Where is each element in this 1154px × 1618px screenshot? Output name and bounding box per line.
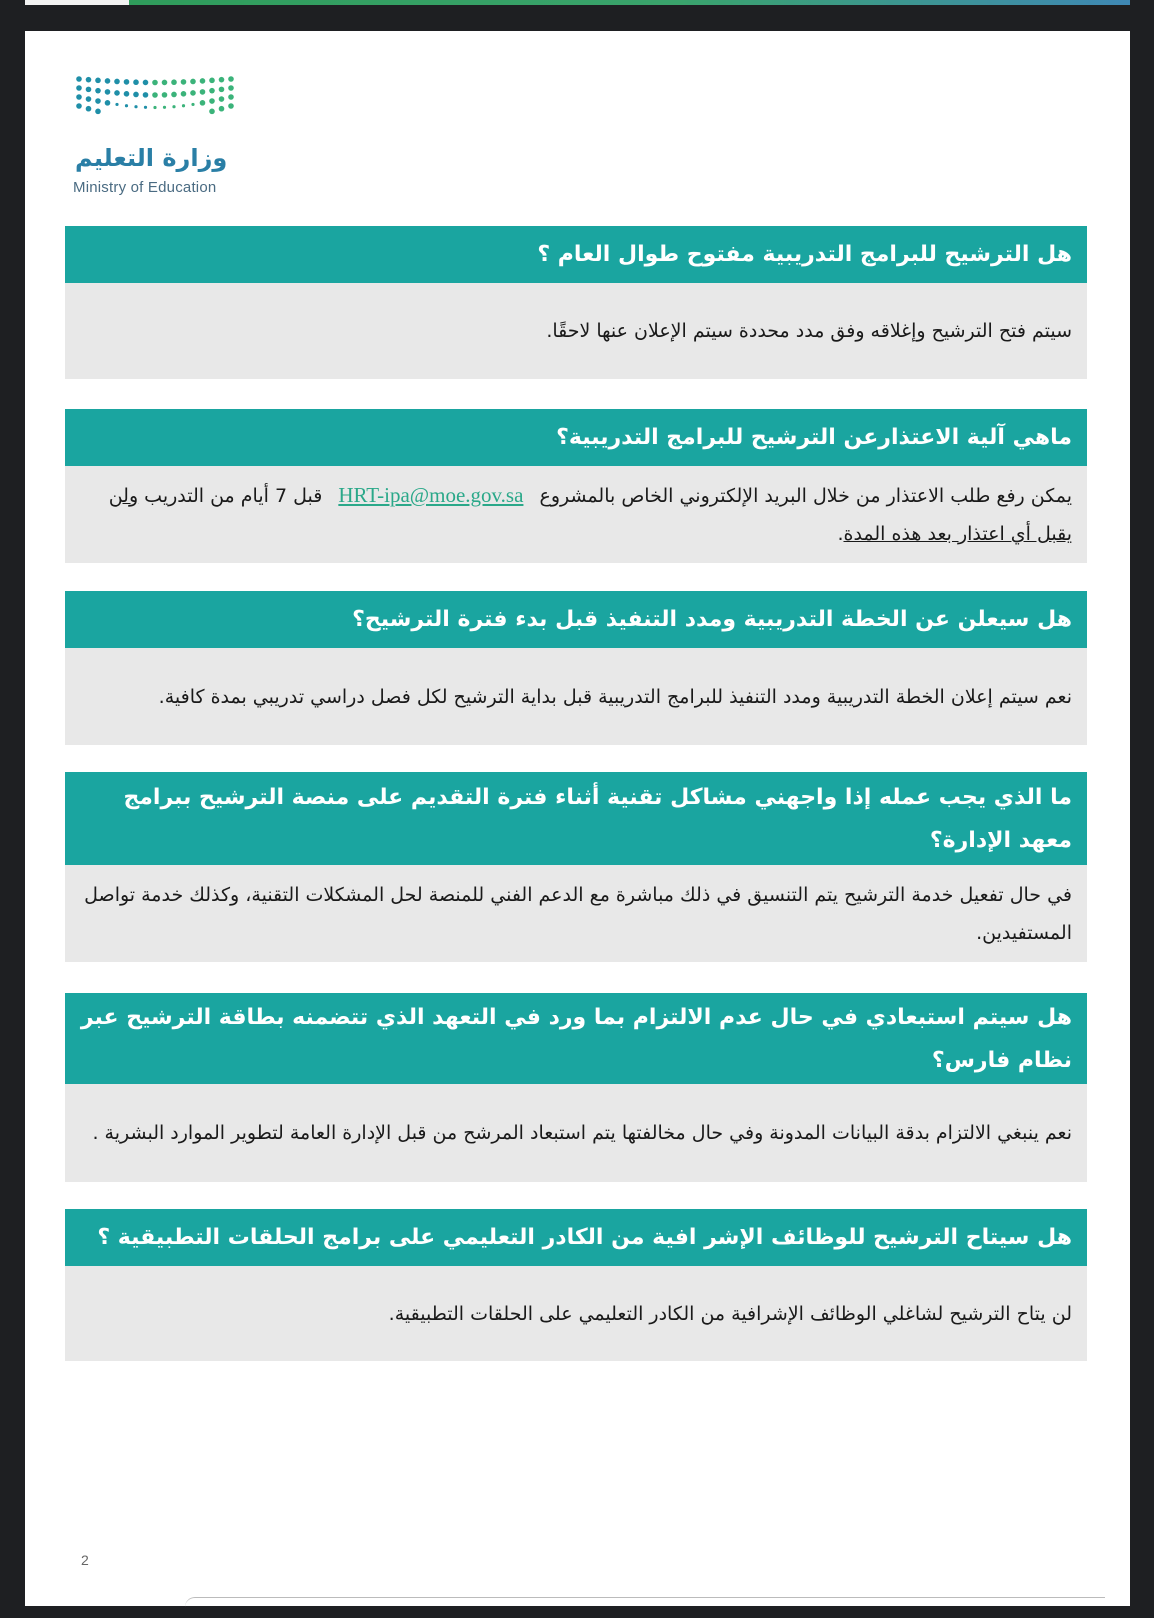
answer-text: يمكن رفع طلب الاعتذار من خلال البريد الإلكتروني الخاص بالمشروع — [539, 485, 1072, 507]
page-number: 2 — [81, 1552, 89, 1568]
document-page — [25, 31, 1130, 1606]
answer-text: . — [837, 523, 844, 545]
faq-answer — [65, 466, 1087, 563]
faq-item — [65, 409, 1087, 563]
progress-bar — [129, 0, 1130, 5]
faq-answer: سيتم فتح الترشيح وإغلاقه وفق مدد محددة سيتم الإعلان عنها لاحقًا. — [65, 283, 1087, 379]
answer-text: قبل 7 أيام من التدريب — [138, 485, 323, 507]
faq-item — [65, 772, 1087, 962]
faq-item — [65, 993, 1087, 1182]
email-link[interactable]: HRT-ipa@moe.gov.sa — [338, 483, 524, 507]
faq-answer: نعم ينبغي الالتزام بدقة البيانات المدونة وفي حال مخالفتها يتم استبعاد المرشح من قبل الإدارة العامة لتطوير الموارد البشرية . — [65, 1084, 1087, 1182]
faq-question: ماهي آلية الاعتذارعن الترشيح للبرامج التدريبية؟ — [65, 409, 1087, 466]
faq-question: هل سيتم استبعادي في حال عدم الالتزام بما ورد في التعهد الذي تتضمنه بطاقة الترشيح عبر نظام فارس؟ — [65, 993, 1087, 1084]
faq-answer: لن يتاح الترشيح لشاغلي الوظائف الإشرافية من الكادر التعليمي على الحلقات التطبيقية. — [65, 1266, 1087, 1361]
faq-item — [65, 1209, 1087, 1361]
tab-strip — [25, 0, 129, 5]
faq-item — [65, 591, 1087, 745]
faq-item — [65, 226, 1087, 379]
logo-arabic-name: وزارة التعليم — [75, 144, 228, 172]
logo-english-name: Ministry of Education — [73, 179, 217, 196]
faq-answer: في حال تفعيل خدمة الترشيح يتم التنسيق في ذلك مباشرة مع الدعم الفني للمنصة لحل المشكلات التقنية، وكذلك خدمة تواصل المستفيدين. — [65, 865, 1087, 962]
faq-question: ما الذي يجب عمله إذا واجهني مشاكل تقنية أثناء فترة التقديم على منصة الترشيح ببرامج معهد الإدارة؟ — [65, 772, 1087, 865]
viewer-top-bar — [0, 0, 1154, 26]
faq-question: هل سيتاح الترشيح للوظائف الإشر افية من الكادر التعليمي على برامج الحلقات التطبيقية ؟ — [65, 1209, 1087, 1266]
faq-question: هل سيعلن عن الخطة التدريبية ومدد التنفيذ قبل بدء فترة الترشيح؟ — [65, 591, 1087, 648]
faq-question: هل الترشيح للبرامج التدريبية مفتوح طوال العام ؟ — [65, 226, 1087, 283]
page-divider — [185, 1597, 1105, 1618]
faq-answer: نعم سيتم إعلان الخطة التدريبية ومدد التنفيذ للبرامج التدريبية قبل بداية الترشيح لكل فصل دراسي تدريبي بمدة كافية. — [65, 648, 1087, 745]
answer-underlined-text: ولن يقبل أي اعتذار بعد هذه المدة — [108, 485, 1072, 545]
